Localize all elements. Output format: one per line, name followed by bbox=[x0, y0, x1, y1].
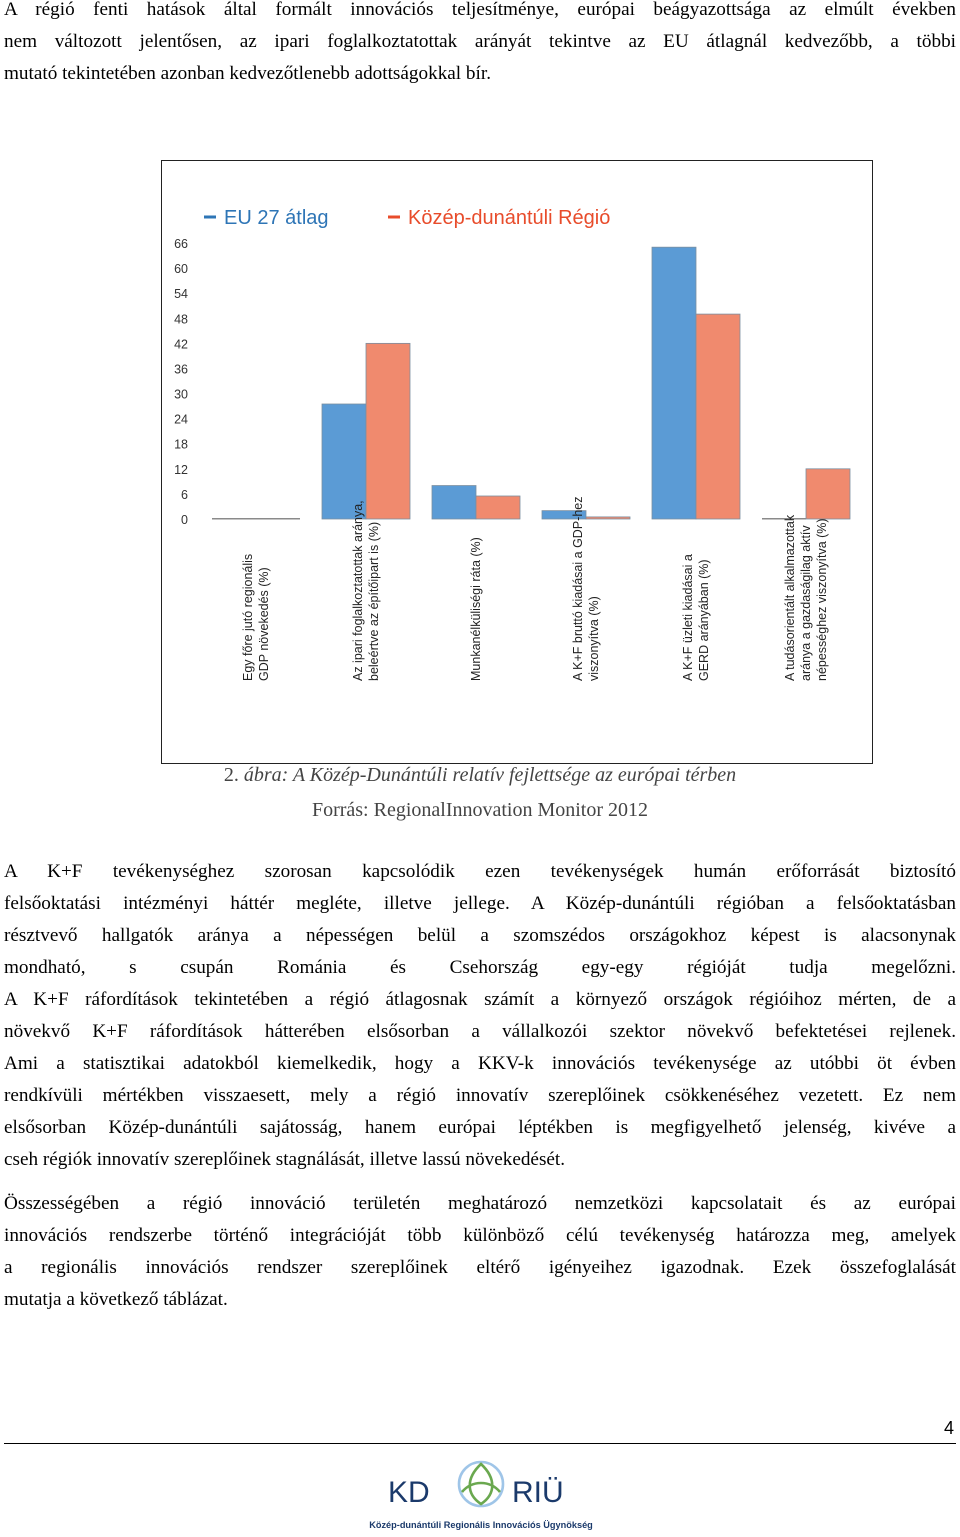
y-tick-label: 48 bbox=[174, 312, 188, 327]
text-line: mutató tekintetében azonban kedvezőtlenebb adottságokkal bír. bbox=[4, 63, 491, 84]
text-line: Ami a statisztikai adatokból kiemelkedik, hogy a KKV-k innovációs tevékenysége az utóbbi öt évben bbox=[4, 1053, 956, 1074]
bar bbox=[212, 518, 256, 520]
footer-divider bbox=[4, 1443, 956, 1444]
y-tick-label: 60 bbox=[174, 262, 188, 277]
x-category-label: A K+F bruttó kiadásai a GDP-hez bbox=[571, 496, 585, 681]
y-tick-label: 24 bbox=[174, 412, 188, 427]
caption-number: 2. bbox=[223, 764, 239, 786]
x-category-label: beleértve az építőipart is (%) bbox=[367, 521, 381, 681]
x-category-label: Egy főre jutó regionális bbox=[241, 553, 255, 681]
x-category-label: GDP növekedés (%) bbox=[257, 567, 271, 681]
bar bbox=[366, 343, 410, 519]
text-line: a regionális innovációs rendszer szereplőinek eltérő igényeihez igazodnak. Ezek összefoglalását bbox=[4, 1257, 956, 1278]
bar bbox=[476, 496, 520, 519]
y-tick-label: 54 bbox=[174, 287, 188, 302]
bar-chart bbox=[162, 161, 874, 765]
caption-title: ábra: A Közép-Dunántúli relatív fejlettsége az európai térben bbox=[243, 764, 737, 786]
text-line: A K+F tevékenységhez szorosan kapcsolódik ezen tevékenységek humán erőforrását biztosító bbox=[4, 861, 956, 882]
bar bbox=[806, 469, 850, 519]
text-line: A régió fenti hatások által formált innovációs teljesítménye, európai beágyazottsága az elmúlt években bbox=[4, 0, 956, 20]
body-paragraph-2 bbox=[4, 1188, 956, 1316]
text-line: innovációs rendszerbe történő integrációját több különböző célú tevékenység határozza meg, amelyek bbox=[4, 1225, 956, 1246]
text-line: nem változott jelentősen, az ipari foglalkoztatottak arányát tekintve az EU átlagnál kedvezőbb, a többi bbox=[4, 31, 956, 52]
logo-right-text: RIÜ bbox=[512, 1476, 564, 1509]
text-line: mondható, s csupán Románia és Csehország egy-egy régióját tudja megelőzni. bbox=[4, 957, 956, 978]
y-tick-label: 0 bbox=[181, 513, 188, 527]
logo-emblem-icon bbox=[459, 1462, 503, 1506]
text-line: rendkívüli mértékben visszaesett, mely a régió innovatív szereplőinek csökkenéséhez vezetett. Ez nem bbox=[4, 1085, 956, 1106]
text-line: cseh régiók innovatív szereplőinek stagnálását, illetve lassú növekedését. bbox=[4, 1149, 566, 1170]
text-line: növekvő K+F ráfordítások hátterében elsősorban a vállalkozói szektor növekvő befektetései rejlenek. bbox=[4, 1021, 956, 1042]
y-tick-label: 42 bbox=[174, 337, 188, 352]
bar bbox=[652, 247, 696, 519]
kdriu-logo bbox=[369, 1458, 593, 1534]
legend-label: Közép-dunántúli Régió bbox=[408, 207, 611, 229]
x-category-label: A tudásorientált alkalmazottak bbox=[783, 514, 797, 681]
y-tick-label: 6 bbox=[181, 487, 188, 502]
x-category-label: A K+F üzleti kiadásai a bbox=[681, 554, 695, 681]
bar bbox=[586, 517, 630, 519]
body-paragraph-1 bbox=[4, 856, 956, 1176]
x-category-label: viszonyítva (%) bbox=[587, 596, 601, 681]
bar bbox=[256, 518, 300, 520]
text-line: mutatja a következő táblázat. bbox=[4, 1289, 228, 1310]
logo-subtitle: Közép-dunántúli Regionális Innovációs Ügynökség bbox=[369, 1520, 593, 1530]
bar bbox=[696, 314, 740, 519]
x-category-label: GERD arányában (%) bbox=[697, 559, 711, 681]
text-line: elsősorban Közép-dunántúli sajátosság, hanem európai léptékben is megfigyelhető jelenség, kivéve a bbox=[4, 1117, 956, 1138]
page-number: 4 bbox=[943, 1418, 954, 1438]
y-tick-label: 18 bbox=[174, 437, 188, 452]
y-tick-label: 36 bbox=[174, 362, 188, 377]
text-line: résztvevő hallgatók aránya a népességen belül a szomszédos országokhoz képest is alacsonynak bbox=[4, 925, 956, 946]
figure-chart bbox=[161, 160, 873, 764]
text-line: Összességében a régió innováció területén meghatározó nemzetközi kapcsolatait és az európai bbox=[4, 1193, 956, 1214]
intro-paragraph bbox=[4, 0, 956, 90]
legend-label: EU 27 átlag bbox=[224, 207, 329, 229]
figure-caption bbox=[0, 764, 960, 787]
y-tick-label: 30 bbox=[174, 387, 188, 402]
text-line: felsőoktatási intézményi háttér megléte, illetve jellege. A Közép-dunántúli régióban a felsőoktatásban bbox=[4, 893, 956, 914]
x-category-label: aránya a gazdaságilag aktív bbox=[799, 525, 813, 681]
x-category-label: Az ipari foglalkoztatottak aránya, bbox=[351, 500, 365, 681]
logo-left-text: KD bbox=[388, 1476, 430, 1509]
text-line: A K+F ráfordítások tekintetében a régió átlagosnak számít a környező országok régióihoz mérten, de a bbox=[4, 989, 956, 1010]
figure-source: Forrás: RegionalInnovation Monitor 2012 bbox=[311, 799, 649, 821]
x-category-label: Munkanélküliségi ráta (%) bbox=[469, 537, 483, 681]
y-tick-label: 12 bbox=[174, 462, 188, 477]
x-category-label: népességhez viszonyítva (%) bbox=[815, 518, 829, 681]
bar bbox=[432, 486, 476, 519]
y-tick-label: 66 bbox=[174, 237, 188, 251]
